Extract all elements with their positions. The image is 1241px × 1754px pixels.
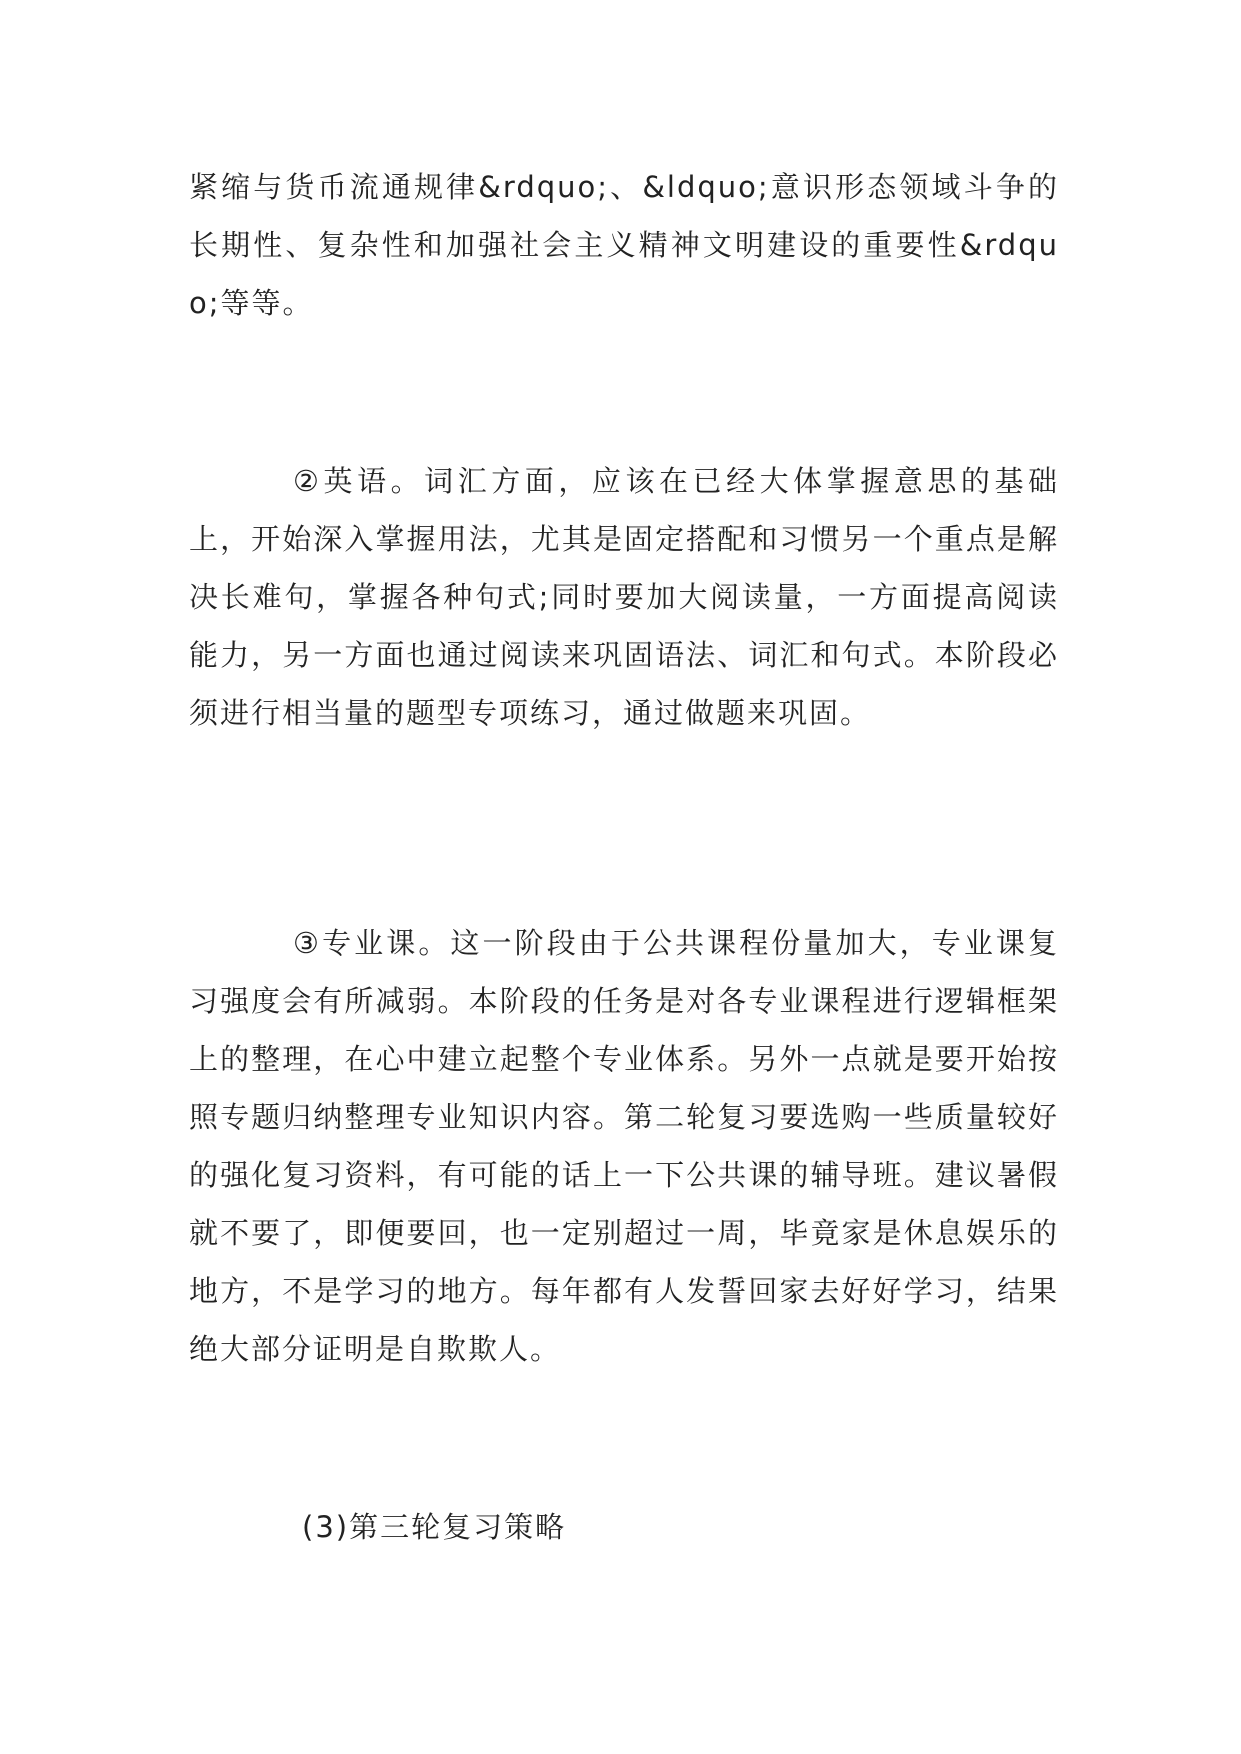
paragraph-continuation: 紧缩与货币流通规律&rdquo;、&ldquo;意识形态领域斗争的长期性、复杂性和加强社会主义精神文明建设的重要性&rdquo;等等。 (189, 170, 1059, 320)
section-heading: (3)第三轮复习策略 (302, 1510, 567, 1544)
paragraph-english: ②英语。词汇方面，应该在已经大体掌握意思的基础上，开始深入掌握用法，尤其是固定搭配和习惯另一个重点是解决长难句，掌握各种句式;同时要加大阅读量，一方面提高阅读能力，另一方面也通过阅读来巩固语法、词汇和句式。本阶段必须进行相当量的题型专项练习，通过做题来巩固。 (189, 464, 1059, 730)
paragraph-major-course: ③专业课。这一阶段由于公共课程份量加大，专业课复习强度会有所减弱。本阶段的任务是对各专业课程进行逻辑框架上的整理，在心中建立起整个专业体系。另外一点就是要开始按照专题归纳整理专业知识内容。第二轮复习要选购一些质量较好的强化复习资料，有可能的话上一下公共课的辅导班。建议暑假就不要了，即便要回，也一定别超过一周，毕竟家是休息娱乐的地方，不是学习的地方。每年都有人发誓回家去好好学习，结果绝大部分证明是自欺欺人。 (189, 926, 1059, 1366)
